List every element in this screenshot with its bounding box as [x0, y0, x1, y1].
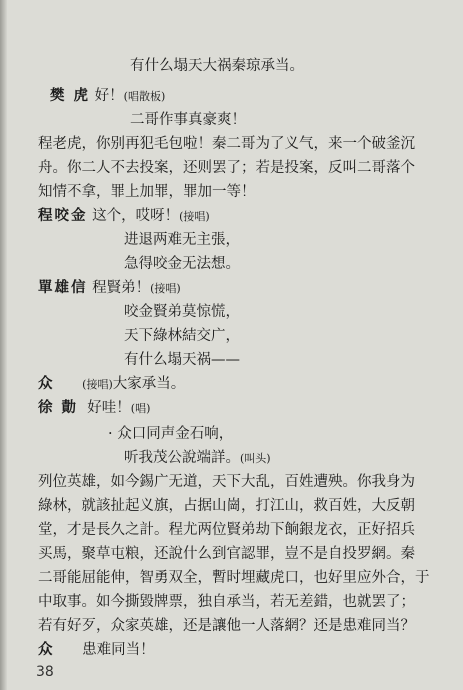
- stage-direction: (接唱): [150, 282, 181, 295]
- speaker-name: 众: [38, 641, 55, 658]
- page-number: 38: [36, 664, 54, 680]
- dialogue-line: 程咬金 这个，哎呀！(接唱): [38, 207, 210, 224]
- prose-line: 二哥能屈能伸，智勇双全，暫时埋藏虎口，也好里应外合，于: [38, 570, 430, 586]
- prose-line: 堂，才是長久之計。程尤两位賢弟劫下餉銀龙衣，正好招兵: [38, 522, 415, 538]
- dialogue-line: 單雄信 程賢弟！(接唱): [38, 279, 181, 296]
- verse-line: 有什么塌天大祸秦琼承当。: [130, 58, 304, 74]
- prose-line: 中取事。如今撕毀牌票，独自承当，若无差錯，也就罢了；: [38, 594, 415, 610]
- verse-line: 有什么塌天祸——: [124, 352, 240, 368]
- verse-line: 急得咬金无法想。: [124, 256, 240, 272]
- prose-line: 买馬，聚草屯粮，还說什么到官認罪，豈不是自投罗網。秦: [38, 546, 415, 562]
- stage-direction: (唱): [130, 402, 151, 415]
- prose-line: 舟。你二人不去投案，还则罢了；若是投案，反叫二哥落个: [38, 160, 415, 176]
- dialogue-line: 徐 勣 好哇！(唱): [38, 399, 151, 416]
- speaker-name: 程咬金: [38, 207, 88, 224]
- page-gutter-shadow: [0, 0, 7, 690]
- verse-line: 二哥作事真豪爽！: [130, 112, 246, 128]
- prose-line: 綠林，就該扯起义旗，占据山崗，打江山，救百姓，大反朝: [38, 498, 415, 514]
- verse-line: 进退两难无主張，: [124, 232, 240, 248]
- stage-direction: (接唱): [179, 210, 210, 223]
- verse-line: 听我茂公說端詳。(叫头): [124, 450, 271, 466]
- prose-line: 知情不拿，罪上加罪，罪加一等！: [38, 184, 256, 200]
- speaker-name: 樊 虎: [50, 87, 91, 104]
- stage-direction: (叫头): [240, 452, 271, 465]
- speaker-name: 單雄信: [38, 279, 88, 296]
- dialogue-line: 樊 虎 好！(唱散板): [50, 87, 166, 104]
- stage-direction: (唱散板): [123, 90, 166, 103]
- verse-line: 天下綠林結交广，: [124, 328, 240, 344]
- prose-line: 列位英雄，如今錫广无道，天下大乱，百姓遭殃。你我身为: [38, 474, 415, 490]
- speaker-name: 众: [38, 375, 55, 392]
- prose-line: 若有好歹，众家英雄，还是讓他一人落網？还是患难同当？: [38, 618, 415, 634]
- verse-line: · 众口同声金石响，: [108, 426, 234, 442]
- verse-line: 咬金賢弟莫惊慌，: [124, 304, 240, 320]
- speaker-name: 徐 勣: [38, 399, 79, 416]
- dialogue-line: 程老虎，你别再犯毛包啦！秦二哥为了义气，来一个破釜沉: [38, 136, 415, 152]
- stage-direction: (接唱): [82, 378, 113, 391]
- dialogue-line: 众 (接唱)大家承当。: [38, 375, 186, 392]
- dialogue-line: 众 患难同当！: [38, 641, 155, 658]
